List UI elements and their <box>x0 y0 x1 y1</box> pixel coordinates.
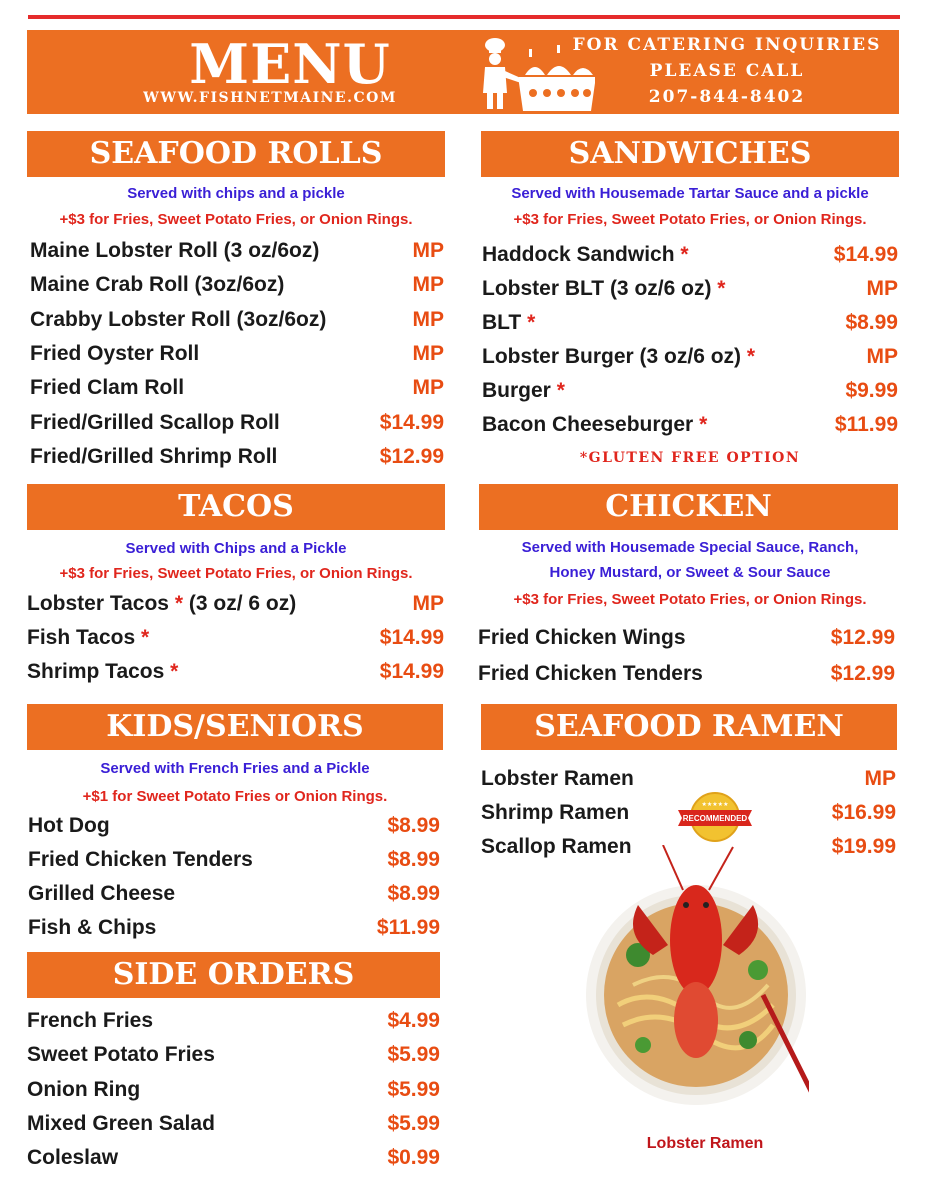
menu-item <box>482 376 898 406</box>
gluten-free-note: *GLUTEN FREE OPTION <box>579 450 801 466</box>
menu-item-price: MP <box>412 341 444 365</box>
menu-item-name <box>30 339 199 369</box>
menu-item-price: MP <box>412 307 444 331</box>
gluten-free-star: * <box>717 277 726 300</box>
catering-line-2: PLEASE CALL <box>649 61 805 81</box>
menu-item <box>30 373 444 403</box>
menu-item-name <box>481 798 629 828</box>
menu-item-name <box>30 236 319 266</box>
menu-header <box>27 30 899 114</box>
menu-item-label: Mixed Green Salad <box>27 1111 215 1135</box>
menu-item-name <box>482 376 565 406</box>
menu-item-label: Hot Dog <box>28 814 110 837</box>
menu-item-price: $8.99 <box>387 814 440 837</box>
gluten-free-star: * <box>699 413 708 436</box>
menu-item-name <box>478 623 686 653</box>
menu-item <box>482 274 898 304</box>
menu-item <box>482 240 898 270</box>
menu-item-label: Lobster Ramen <box>481 767 634 790</box>
menu-item-label: Scallop Ramen <box>481 835 632 858</box>
menu-item-name <box>478 659 703 689</box>
menu-item-label: Fried Clam Roll <box>30 376 185 400</box>
gluten-free-star: * <box>174 592 184 615</box>
menu-item <box>478 659 895 689</box>
menu-item-price: $11.99 <box>834 413 898 436</box>
menu-item-price: $12.99 <box>379 444 444 468</box>
menu-item <box>30 305 444 335</box>
menu-item-size: (3 oz/ 6 oz) <box>188 592 297 615</box>
menu-item <box>27 1143 440 1173</box>
top-divider <box>28 15 900 19</box>
section-title-seafood-rolls: SEAFOOD ROLLS <box>27 131 445 177</box>
chicken-note-3: +$3 for Fries, Sweet Potato Fries, or Onion Rings. <box>513 591 867 608</box>
menu-item <box>27 657 444 687</box>
menu-item-price: MP <box>412 239 444 262</box>
menu-item-label: Grilled Cheese <box>28 882 176 905</box>
menu-item-name <box>481 764 634 794</box>
menu-item-price: $12.99 <box>830 626 895 649</box>
menu-item <box>30 339 444 369</box>
menu-item-label: Coleslaw <box>27 1146 119 1170</box>
menu-item <box>27 1040 440 1070</box>
menu-item-label: French Fries <box>27 1009 154 1032</box>
menu-item-label: Maine Lobster Roll (3 oz/6oz) <box>30 239 320 262</box>
menu-item-price: $5.99 <box>387 1043 440 1067</box>
menu-item-name <box>28 811 110 841</box>
menu-item-name <box>27 657 178 687</box>
section-title-sandwiches: SANDWICHES <box>481 131 899 177</box>
menu-item <box>30 442 444 472</box>
menu-item-label: Sweet Potato Fries <box>27 1043 215 1067</box>
section-title-seafood-ramen: SEAFOOD RAMEN <box>481 704 897 750</box>
menu-item-name <box>482 342 755 372</box>
chicken-note-1: Served with Housemade Special Sauce, Ranch, <box>521 539 859 556</box>
menu-item-name <box>30 442 277 472</box>
tacos-note-2: +$3 for Fries, Sweet Potato Fries, or Onion Rings. <box>59 565 413 582</box>
menu-item-label: Burger <box>482 379 551 402</box>
menu-item-name <box>27 1109 215 1139</box>
menu-item-price: $5.99 <box>387 1077 440 1101</box>
catering-phone[interactable]: 207-844-8402 <box>648 87 806 107</box>
menu-item-price: MP <box>412 273 444 297</box>
menu-item-name <box>28 913 156 943</box>
menu-item <box>28 913 440 943</box>
menu-item-price: MP <box>864 767 896 790</box>
menu-item-price: $9.99 <box>845 379 898 402</box>
tacos-note-1: Served with Chips and a Pickle <box>125 540 347 557</box>
menu-item <box>28 811 440 841</box>
section-title-chicken: CHICKEN <box>479 484 898 530</box>
section-title-tacos: TACOS <box>27 484 445 530</box>
seafood-rolls-note-1: Served with chips and a pickle <box>127 185 345 202</box>
menu-item-label: Fried Chicken Tenders <box>28 848 253 871</box>
menu-item-price: $14.99 <box>379 410 444 434</box>
menu-item-label: Fried/Grilled Scallop Roll <box>30 410 280 434</box>
menu-item-name <box>482 240 689 270</box>
menu-item <box>482 342 898 372</box>
gluten-free-star: * <box>746 345 756 368</box>
chicken-note-2: Honey Mustard, or Sweet & Sour Sauce <box>549 564 831 581</box>
menu-item-label: Onion Ring <box>27 1077 141 1101</box>
menu-item-name <box>27 1040 215 1070</box>
menu-item-label: Lobster BLT (3 oz/6 oz) <box>482 277 712 300</box>
menu-item-price: $16.99 <box>831 801 896 824</box>
menu-item-name <box>28 845 253 875</box>
menu-item <box>478 623 895 653</box>
menu-item-name <box>27 1075 140 1105</box>
menu-item-label: Lobster Tacos <box>27 592 169 615</box>
seafood-rolls-note-2: +$3 for Fries, Sweet Potato Fries, or Onion Rings. <box>59 211 413 228</box>
menu-item-price: $0.99 <box>387 1146 440 1170</box>
menu-item-label: Crabby Lobster Roll (3oz/6oz) <box>30 307 327 331</box>
menu-item-name <box>482 274 725 304</box>
menu-item-price: $5.99 <box>387 1111 440 1135</box>
menu-item-price: $12.99 <box>830 662 895 685</box>
sandwiches-note-1: Served with Housemade Tartar Sauce and a pickle <box>511 185 869 202</box>
menu-item-label: Fried/Grilled Shrimp Roll <box>30 444 278 468</box>
menu-item-price: $4.99 <box>387 1009 440 1032</box>
menu-item <box>27 1075 440 1105</box>
website-link[interactable]: WWW.FISHNETMAINE.COM <box>143 90 397 106</box>
menu-item-label: Shrimp Tacos <box>27 660 165 683</box>
menu-item <box>27 1006 440 1036</box>
menu-item-price: MP <box>866 345 898 368</box>
menu-item-price: $8.99 <box>387 848 440 871</box>
menu-item-price: $14.99 <box>833 243 898 266</box>
menu-item-label: Fried Oyster Roll <box>30 341 200 365</box>
menu-item-label: BLT <box>482 311 522 334</box>
menu-item-price: $19.99 <box>831 835 896 858</box>
menu-item-label: Fish & Chips <box>28 916 157 939</box>
menu-item-price: $14.99 <box>379 660 444 683</box>
menu-item <box>27 1109 440 1139</box>
menu-item-name <box>482 410 707 440</box>
catering-line-1: FOR CATERING INQUIRIES <box>572 35 882 55</box>
menu-item-label: Haddock Sandwich <box>482 243 675 266</box>
ramen-photo-caption: Lobster Ramen <box>646 1135 764 1152</box>
sandwiches-note-2: +$3 for Fries, Sweet Potato Fries, or Onion Rings. <box>513 211 867 228</box>
menu-item-label: Lobster Burger (3 oz/6 oz) <box>482 345 742 368</box>
menu-item-price: MP <box>866 277 898 300</box>
menu-item-name <box>28 879 175 909</box>
menu-item-label: Fish Tacos <box>27 626 136 649</box>
menu-item <box>28 845 440 875</box>
menu-item <box>482 410 898 440</box>
menu-item-name <box>27 1143 118 1173</box>
recommended-badge-icon <box>676 790 754 844</box>
menu-item <box>27 589 444 619</box>
gluten-free-star: * <box>170 660 179 683</box>
menu-item <box>28 879 440 909</box>
page-title: MENU <box>189 32 391 96</box>
menu-item-label: Shrimp Ramen <box>481 801 630 824</box>
menu-item-name <box>30 373 184 403</box>
menu-item-name <box>482 308 535 338</box>
gluten-free-star: * <box>680 243 689 266</box>
svg-text:★★★★★: ★★★★★ <box>701 801 729 808</box>
menu-item <box>30 270 444 300</box>
recommended-badge-label: RECOMMENDED <box>682 814 748 823</box>
menu-item-price: MP <box>412 592 444 615</box>
menu-item-label: Maine Crab Roll (3oz/6oz) <box>30 273 285 297</box>
menu-item-price: $14.99 <box>379 626 444 649</box>
menu-item-name <box>27 1006 153 1036</box>
gluten-free-star: * <box>556 379 565 402</box>
menu-item-price: $8.99 <box>387 882 440 905</box>
menu-item <box>30 236 444 266</box>
menu-item-name <box>30 305 326 335</box>
menu-item-price: MP <box>412 376 444 400</box>
menu-item-label: Bacon Cheeseburger <box>482 413 694 436</box>
menu-item-name <box>30 408 280 438</box>
section-title-side-orders: SIDE ORDERS <box>27 952 440 998</box>
kids-note-1: Served with French Fries and a Pickle <box>100 760 370 777</box>
section-title-kids-seniors: KIDS/SENIORS <box>27 704 443 750</box>
kids-note-2: +$1 for Sweet Potato Fries or Onion Rings. <box>82 788 388 805</box>
menu-item-name <box>27 623 149 653</box>
menu-item-name <box>27 589 296 619</box>
gluten-free-star: * <box>527 311 536 334</box>
menu-item-price: $11.99 <box>376 916 440 939</box>
lobster-ramen-bowl-image <box>583 845 809 1105</box>
menu-item <box>482 308 898 338</box>
menu-item-label: Fried Chicken Tenders <box>478 662 703 685</box>
menu-item-label: Fried Chicken Wings <box>478 626 686 649</box>
menu-item-name <box>30 270 284 300</box>
gluten-free-star: * <box>140 626 150 649</box>
menu-item <box>30 408 444 438</box>
menu-item-price: $8.99 <box>845 311 898 334</box>
menu-item <box>27 623 444 653</box>
